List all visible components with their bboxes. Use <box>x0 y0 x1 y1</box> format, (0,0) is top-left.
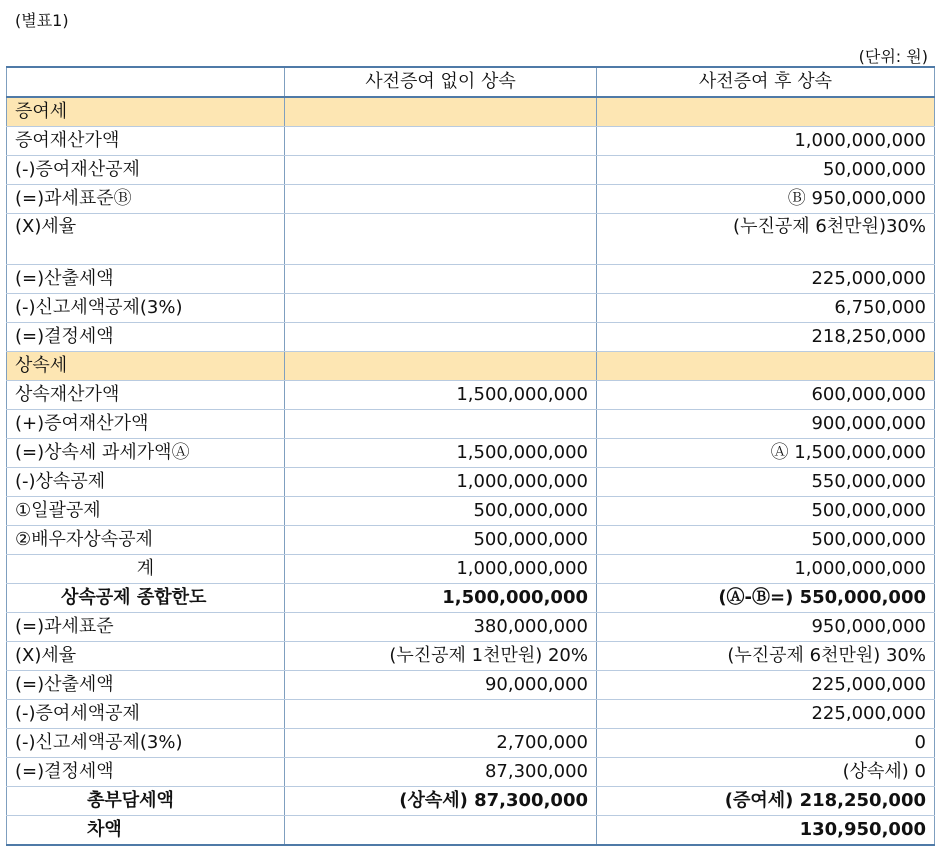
row-label: 계 <box>7 555 285 584</box>
row-label: (X)세율 <box>7 214 285 265</box>
header-cell: 사전증여 후 상속 <box>597 67 935 97</box>
value-with-pregift <box>597 97 935 127</box>
table-row <box>7 265 935 294</box>
value-without-pregift <box>285 352 597 381</box>
row-label: (=)산출세액 <box>7 671 285 700</box>
row-label: 상속세 <box>7 352 285 381</box>
value-with-pregift: 225,000,000 <box>597 265 935 294</box>
table-row <box>7 613 935 642</box>
row-label: (-)신고세액공제(3%) <box>7 294 285 323</box>
value-with-pregift: (Ⓐ-Ⓑ=) 550,000,000 <box>597 584 935 613</box>
row-label: (=)산출세액 <box>7 265 285 294</box>
value-with-pregift: 6,750,000 <box>597 294 935 323</box>
value-without-pregift: 1,000,000,000 <box>285 555 597 584</box>
value-with-pregift: 0 <box>597 729 935 758</box>
value-with-pregift: 1,000,000,000 <box>597 127 935 156</box>
value-with-pregift: Ⓐ 1,500,000,000 <box>597 439 935 468</box>
value-without-pregift: 500,000,000 <box>285 497 597 526</box>
row-label: (-)증여세액공제 <box>7 700 285 729</box>
table-row <box>7 642 935 671</box>
value-without-pregift <box>285 156 597 185</box>
row-label: 총부담세액 <box>7 787 285 816</box>
value-without-pregift: 1,500,000,000 <box>285 381 597 410</box>
value-with-pregift: 500,000,000 <box>597 526 935 555</box>
value-without-pregift <box>285 185 597 214</box>
row-label: (=)결정세액 <box>7 758 285 787</box>
table-row <box>7 185 935 214</box>
row-label: ②배우자상속공제 <box>7 526 285 555</box>
value-with-pregift: Ⓑ 950,000,000 <box>597 185 935 214</box>
table-row <box>7 787 935 816</box>
unit-label: (단위: 원) <box>858 47 928 66</box>
value-without-pregift: 87,300,000 <box>285 758 597 787</box>
row-label: (=)과세표준 <box>7 613 285 642</box>
table-row <box>7 700 935 729</box>
row-label: (-)신고세액공제(3%) <box>7 729 285 758</box>
value-without-pregift: (상속세) 87,300,000 <box>285 787 597 816</box>
value-with-pregift: 900,000,000 <box>597 410 935 439</box>
table-row <box>7 468 935 497</box>
row-label: 증여세 <box>7 97 285 127</box>
table-row <box>7 758 935 787</box>
table-row <box>7 323 935 352</box>
value-with-pregift: 130,950,000 <box>597 816 935 846</box>
row-label: (X)세율 <box>7 642 285 671</box>
table-row <box>7 214 935 265</box>
value-with-pregift: 500,000,000 <box>597 497 935 526</box>
table-row <box>7 526 935 555</box>
value-without-pregift: 90,000,000 <box>285 671 597 700</box>
value-without-pregift <box>285 700 597 729</box>
value-with-pregift: 1,000,000,000 <box>597 555 935 584</box>
row-label: ①일괄공제 <box>7 497 285 526</box>
value-with-pregift: 225,000,000 <box>597 700 935 729</box>
table-row <box>7 381 935 410</box>
header-cell: 사전증여 없이 상속 <box>285 67 597 97</box>
row-label: 상속재산가액 <box>7 381 285 410</box>
value-without-pregift <box>285 410 597 439</box>
header-cell <box>7 67 285 97</box>
value-with-pregift <box>597 352 935 381</box>
table-row <box>7 584 935 613</box>
row-label: 증여재산가액 <box>7 127 285 156</box>
value-with-pregift: 600,000,000 <box>597 381 935 410</box>
table-note: (별표1) <box>15 11 69 30</box>
table-row <box>7 497 935 526</box>
value-with-pregift: (누진공제 6천만원) 30% <box>597 642 935 671</box>
value-without-pregift: 1,500,000,000 <box>285 439 597 468</box>
value-without-pregift <box>285 265 597 294</box>
table-row <box>7 816 935 846</box>
value-with-pregift: (누진공제 6천만원)30% <box>597 214 935 265</box>
value-without-pregift <box>285 97 597 127</box>
row-label: 상속공제 종합한도 <box>7 584 285 613</box>
table-row <box>7 671 935 700</box>
table-row <box>7 156 935 185</box>
row-label: (=)과세표준Ⓑ <box>7 185 285 214</box>
table-row <box>7 439 935 468</box>
section-row <box>7 352 935 381</box>
row-label: (=)상속세 과세가액Ⓐ <box>7 439 285 468</box>
value-without-pregift: 1,000,000,000 <box>285 468 597 497</box>
value-with-pregift: 225,000,000 <box>597 671 935 700</box>
value-without-pregift: 1,500,000,000 <box>285 584 597 613</box>
value-with-pregift: (상속세) 0 <box>597 758 935 787</box>
row-label: 차액 <box>7 816 285 846</box>
tax-comparison-table <box>6 66 935 846</box>
row-label: (-)증여재산공제 <box>7 156 285 185</box>
row-label: (=)결정세액 <box>7 323 285 352</box>
table-row <box>7 127 935 156</box>
table-row <box>7 555 935 584</box>
value-without-pregift: (누진공제 1천만원) 20% <box>285 642 597 671</box>
value-without-pregift: 2,700,000 <box>285 729 597 758</box>
row-label: (+)증여재산가액 <box>7 410 285 439</box>
value-without-pregift <box>285 294 597 323</box>
value-without-pregift <box>285 127 597 156</box>
value-with-pregift: 218,250,000 <box>597 323 935 352</box>
table-row <box>7 729 935 758</box>
table-row <box>7 294 935 323</box>
value-with-pregift: 50,000,000 <box>597 156 935 185</box>
section-row <box>7 97 935 127</box>
row-label: (-)상속공제 <box>7 468 285 497</box>
value-without-pregift: 380,000,000 <box>285 613 597 642</box>
value-with-pregift: (증여세) 218,250,000 <box>597 787 935 816</box>
value-without-pregift: 500,000,000 <box>285 526 597 555</box>
value-with-pregift: 550,000,000 <box>597 468 935 497</box>
header-row <box>7 67 935 97</box>
value-without-pregift <box>285 816 597 846</box>
value-without-pregift <box>285 214 597 265</box>
table-row <box>7 410 935 439</box>
value-without-pregift <box>285 323 597 352</box>
value-with-pregift: 950,000,000 <box>597 613 935 642</box>
